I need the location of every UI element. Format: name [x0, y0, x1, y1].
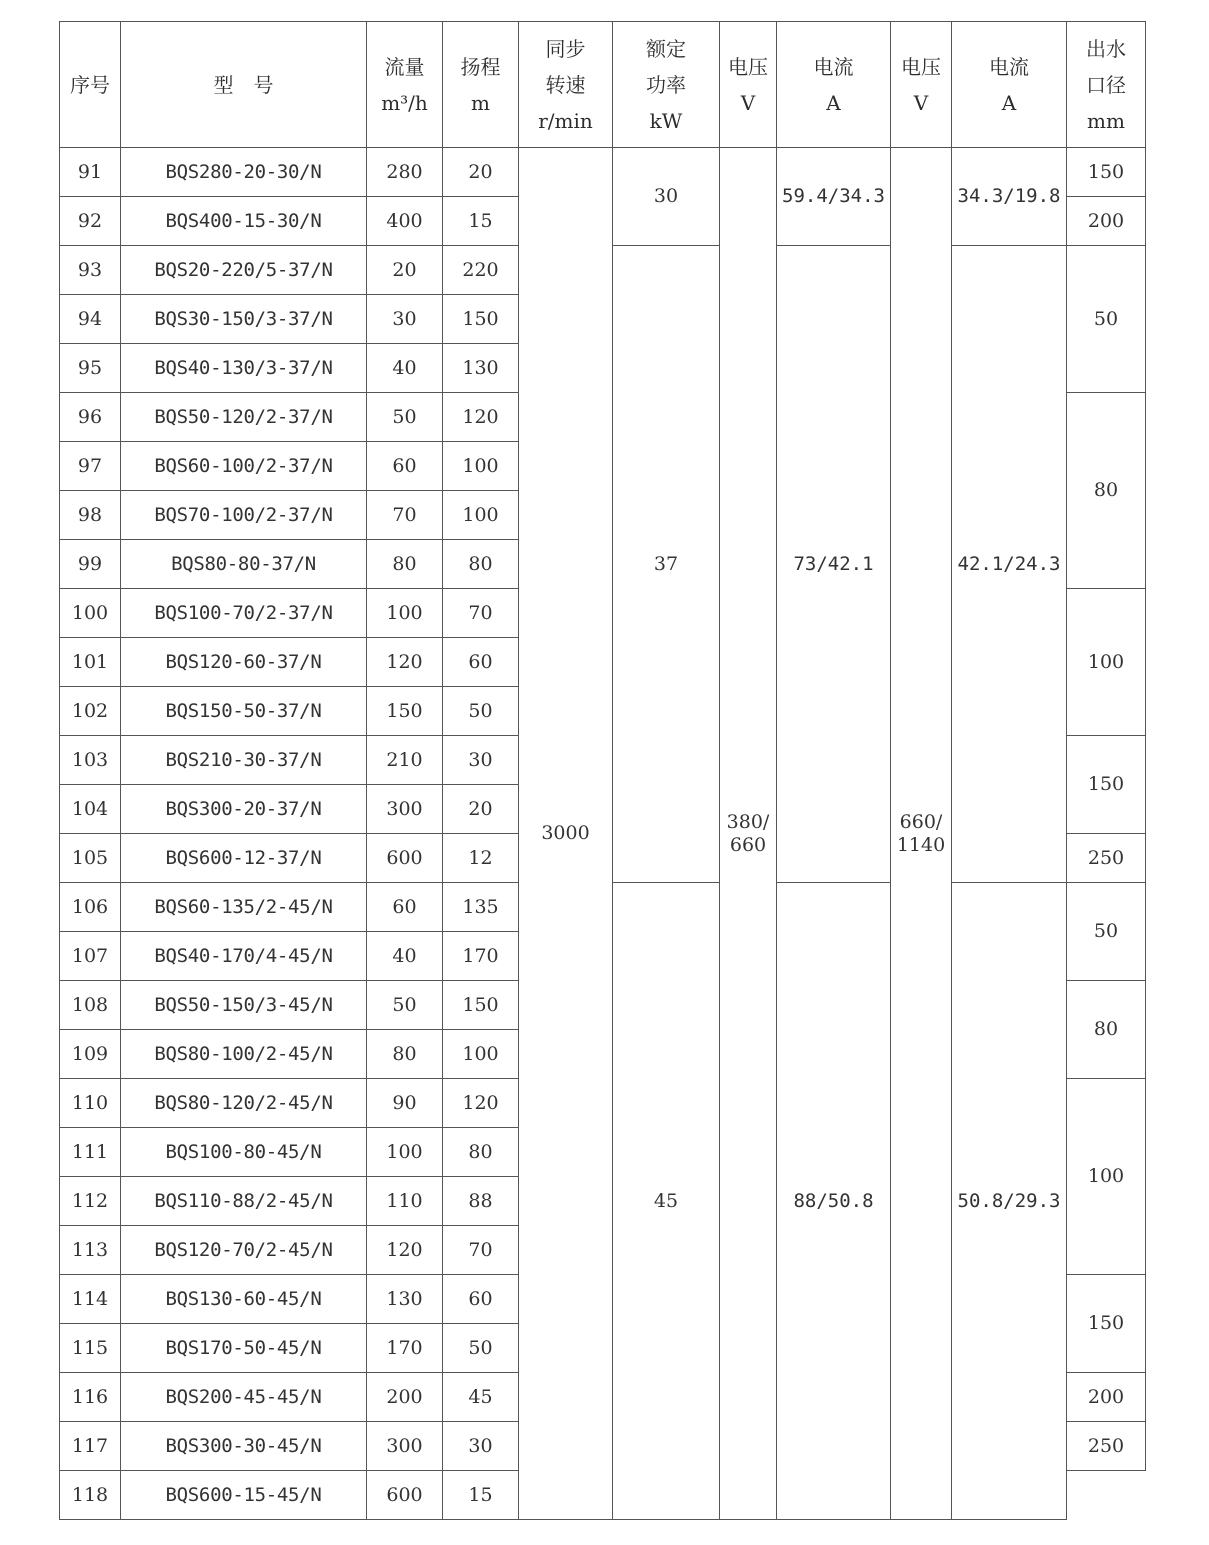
table-row [60, 148, 1146, 197]
model-cell: BQS280-20-30/N [121, 148, 367, 197]
head-cell: 100 [443, 1030, 519, 1079]
seq-cell: 108 [60, 981, 121, 1030]
flow-cell: 50 [367, 393, 443, 442]
model-cell: BQS400-15-30/N [121, 197, 367, 246]
flow-cell: 80 [367, 1030, 443, 1079]
voltage-high-line-1: 660/ [899, 810, 943, 833]
head-cell: 100 [443, 442, 519, 491]
head-cell: 220 [443, 246, 519, 295]
model-cell: BQS80-80-37/N [121, 540, 367, 589]
outlet-cell: 50 [1067, 883, 1146, 981]
outlet-cell: 80 [1067, 393, 1146, 589]
model-cell: BQS100-70/2-37/N [121, 589, 367, 638]
model-cell: BQS50-120/2-37/N [121, 393, 367, 442]
voltage-low-line-2: 660 [729, 833, 767, 856]
power-cell: 37 [613, 246, 720, 883]
header-current-low: 电流 A [777, 22, 891, 148]
flow-cell: 100 [367, 1128, 443, 1177]
seq-cell: 97 [60, 442, 121, 491]
current-high-cell: 42.1/24.3 [952, 246, 1067, 883]
model-cell: BQS60-100/2-37/N [121, 442, 367, 491]
flow-cell: 50 [367, 981, 443, 1030]
outlet-cell: 150 [1067, 148, 1146, 197]
model-cell: BQS110-88/2-45/N [121, 1177, 367, 1226]
head-cell: 20 [443, 785, 519, 834]
head-cell: 45 [443, 1373, 519, 1422]
voltage-low-cell [720, 148, 777, 1520]
flow-cell: 300 [367, 785, 443, 834]
seq-cell: 113 [60, 1226, 121, 1275]
model-cell: BQS210-30-37/N [121, 736, 367, 785]
outlet-cell: 50 [1067, 246, 1146, 393]
current-low-cell: 59.4/34.3 [777, 148, 891, 246]
header-seq: 序号 [60, 22, 121, 148]
header-power: 额定 功率 kW [613, 22, 720, 148]
flow-cell: 200 [367, 1373, 443, 1422]
model-cell: BQS300-20-37/N [121, 785, 367, 834]
seq-cell: 110 [60, 1079, 121, 1128]
flow-cell: 120 [367, 1226, 443, 1275]
head-cell: 150 [443, 295, 519, 344]
pump-spec-table [59, 21, 1146, 1520]
seq-cell: 105 [60, 834, 121, 883]
seq-cell: 104 [60, 785, 121, 834]
header-outlet: 出水 口径 mm [1067, 22, 1146, 148]
flow-cell: 280 [367, 148, 443, 197]
flow-cell: 210 [367, 736, 443, 785]
model-cell: BQS200-45-45/N [121, 1373, 367, 1422]
header-speed: 同步 转速 r/min [519, 22, 613, 148]
table-header [60, 22, 1146, 148]
outlet-cell: 250 [1067, 834, 1146, 883]
header-model: 型 号 [121, 22, 367, 148]
head-cell: 120 [443, 1079, 519, 1128]
flow-cell: 150 [367, 687, 443, 736]
head-cell: 170 [443, 932, 519, 981]
seq-cell: 98 [60, 491, 121, 540]
seq-cell: 115 [60, 1324, 121, 1373]
seq-cell: 107 [60, 932, 121, 981]
head-cell: 15 [443, 1471, 519, 1520]
outlet-cell: 80 [1067, 981, 1146, 1079]
header-current-high: 电流 A [952, 22, 1067, 148]
table-body [60, 148, 1146, 1520]
head-cell: 80 [443, 1128, 519, 1177]
head-cell: 30 [443, 736, 519, 785]
outlet-cell: 200 [1067, 197, 1146, 246]
flow-cell: 170 [367, 1324, 443, 1373]
header-voltage-high: 电压 V [891, 22, 952, 148]
seq-cell: 96 [60, 393, 121, 442]
head-cell: 88 [443, 1177, 519, 1226]
flow-cell: 110 [367, 1177, 443, 1226]
flow-cell: 300 [367, 1422, 443, 1471]
flow-cell: 60 [367, 883, 443, 932]
seq-cell: 94 [60, 295, 121, 344]
flow-cell: 90 [367, 1079, 443, 1128]
seq-cell: 93 [60, 246, 121, 295]
seq-cell: 111 [60, 1128, 121, 1177]
head-cell: 50 [443, 687, 519, 736]
head-cell: 15 [443, 197, 519, 246]
head-cell: 70 [443, 1226, 519, 1275]
header-flow: 流量 m³/h [367, 22, 443, 148]
flow-cell: 400 [367, 197, 443, 246]
model-cell: BQS170-50-45/N [121, 1324, 367, 1373]
model-cell: BQS40-130/3-37/N [121, 344, 367, 393]
current-high-cell: 34.3/19.8 [952, 148, 1067, 246]
flow-cell: 60 [367, 442, 443, 491]
outlet-cell: 100 [1067, 589, 1146, 736]
flow-cell: 80 [367, 540, 443, 589]
head-cell: 80 [443, 540, 519, 589]
seq-cell: 92 [60, 197, 121, 246]
power-cell: 45 [613, 883, 720, 1520]
flow-cell: 40 [367, 344, 443, 393]
model-cell: BQS50-150/3-45/N [121, 981, 367, 1030]
model-cell: BQS30-150/3-37/N [121, 295, 367, 344]
head-cell: 70 [443, 589, 519, 638]
flow-cell: 120 [367, 638, 443, 687]
model-cell: BQS20-220/5-37/N [121, 246, 367, 295]
seq-cell: 106 [60, 883, 121, 932]
flow-cell: 40 [367, 932, 443, 981]
outlet-cell: 150 [1067, 1275, 1146, 1373]
flow-cell: 100 [367, 589, 443, 638]
model-cell: BQS300-30-45/N [121, 1422, 367, 1471]
seq-cell: 114 [60, 1275, 121, 1324]
model-cell: BQS150-50-37/N [121, 687, 367, 736]
seq-cell: 102 [60, 687, 121, 736]
model-cell: BQS40-170/4-45/N [121, 932, 367, 981]
head-cell: 135 [443, 883, 519, 932]
flow-cell: 70 [367, 491, 443, 540]
model-cell: BQS70-100/2-37/N [121, 491, 367, 540]
seq-cell: 101 [60, 638, 121, 687]
current-low-cell: 88/50.8 [777, 883, 891, 1520]
flow-cell: 20 [367, 246, 443, 295]
model-cell: BQS600-12-37/N [121, 834, 367, 883]
voltage-high-cell [891, 148, 952, 1520]
head-cell: 20 [443, 148, 519, 197]
seq-cell: 112 [60, 1177, 121, 1226]
flow-cell: 30 [367, 295, 443, 344]
seq-cell: 99 [60, 540, 121, 589]
head-cell: 120 [443, 393, 519, 442]
outlet-cell: 100 [1067, 1079, 1146, 1275]
voltage-high-line-2: 1140 [896, 833, 946, 856]
current-low-cell: 73/42.1 [777, 246, 891, 883]
header-head: 扬程 m [443, 22, 519, 148]
seq-cell: 117 [60, 1422, 121, 1471]
seq-cell: 103 [60, 736, 121, 785]
head-cell: 12 [443, 834, 519, 883]
outlet-cell: 250 [1067, 1422, 1146, 1471]
seq-cell: 100 [60, 589, 121, 638]
speed-cell: 3000 [519, 148, 613, 1520]
head-cell: 130 [443, 344, 519, 393]
outlet-cell: 150 [1067, 736, 1146, 834]
voltage-low-line-1: 380/ [726, 810, 770, 833]
seq-cell: 109 [60, 1030, 121, 1079]
model-cell: BQS600-15-45/N [121, 1471, 367, 1520]
seq-cell: 116 [60, 1373, 121, 1422]
header-row [60, 22, 1146, 148]
head-cell: 30 [443, 1422, 519, 1471]
model-cell: BQS120-60-37/N [121, 638, 367, 687]
head-cell: 100 [443, 491, 519, 540]
model-cell: BQS80-100/2-45/N [121, 1030, 367, 1079]
model-cell: BQS60-135/2-45/N [121, 883, 367, 932]
head-cell: 50 [443, 1324, 519, 1373]
model-cell: BQS80-120/2-45/N [121, 1079, 367, 1128]
model-cell: BQS100-80-45/N [121, 1128, 367, 1177]
seq-cell: 91 [60, 148, 121, 197]
model-cell: BQS120-70/2-45/N [121, 1226, 367, 1275]
flow-cell: 600 [367, 1471, 443, 1520]
power-cell: 30 [613, 148, 720, 246]
seq-cell: 118 [60, 1471, 121, 1520]
flow-cell: 130 [367, 1275, 443, 1324]
head-cell: 60 [443, 638, 519, 687]
head-cell: 60 [443, 1275, 519, 1324]
outlet-cell: 200 [1067, 1373, 1146, 1422]
flow-cell: 600 [367, 834, 443, 883]
head-cell: 150 [443, 981, 519, 1030]
header-voltage-low: 电压 V [720, 22, 777, 148]
current-high-cell: 50.8/29.3 [952, 883, 1067, 1520]
model-cell: BQS130-60-45/N [121, 1275, 367, 1324]
seq-cell: 95 [60, 344, 121, 393]
